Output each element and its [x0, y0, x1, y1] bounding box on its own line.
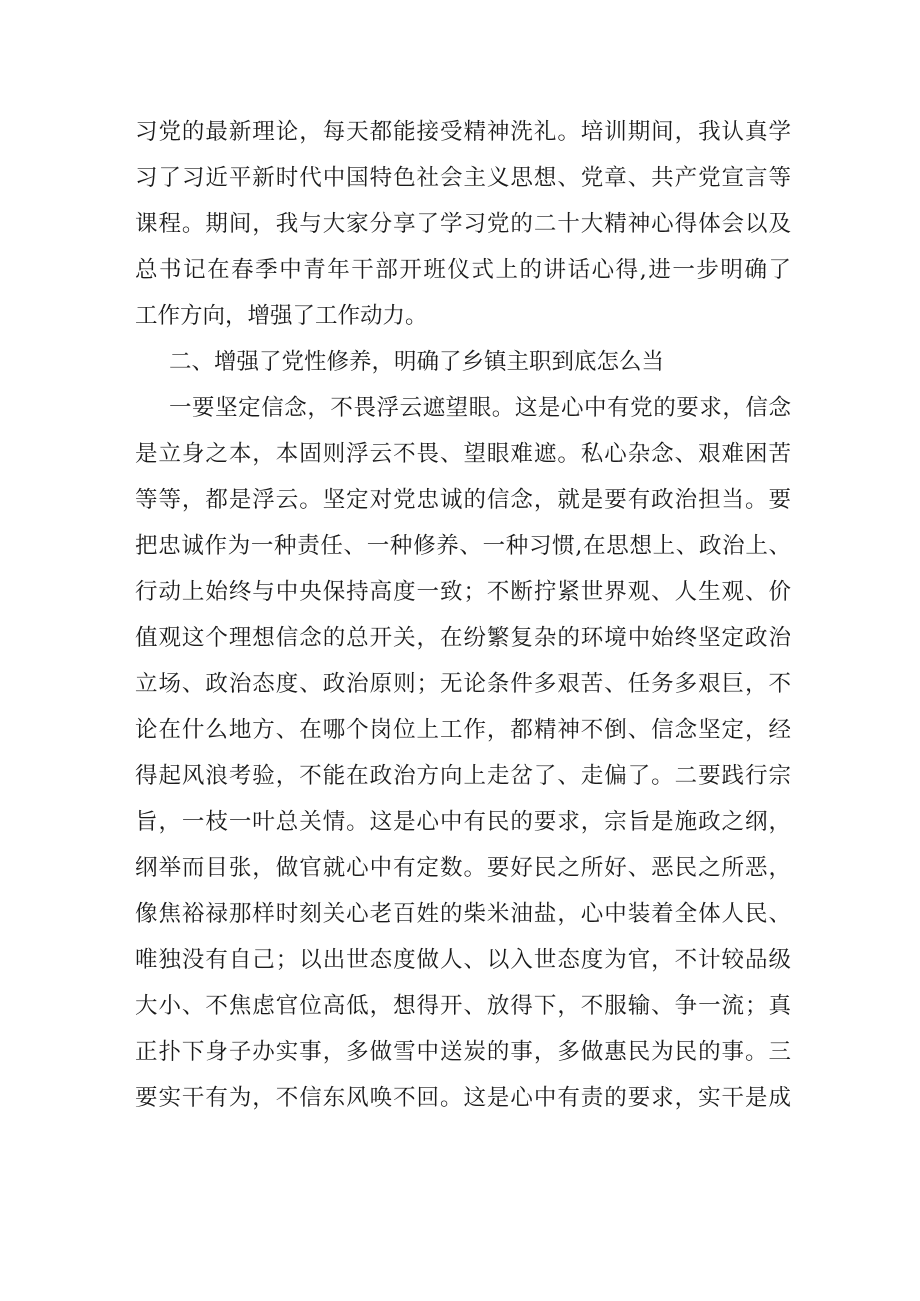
text-line: 一要坚定信念，不畏浮云遮望眼。这是心中有党的要求，信念 [169, 395, 791, 421]
body-text [135, 109, 791, 1121]
text-line: 习党的最新理论，每天都能接受精神洗礼。培训期间，我认真学 [135, 119, 791, 145]
section-heading: 二、增强了党性修养，明确了乡镇主职到底怎么当 [169, 349, 665, 375]
text-line: 等等，都是浮云。坚定对党忠诚的信念，就是要有政治担当。要 [135, 487, 791, 513]
text-line: 工作方向，增强了工作动力。 [135, 303, 428, 329]
text-line: 得起风浪考验，不能在政治方向上走岔了、走偏了。二要践行宗 [135, 763, 791, 789]
text-line: 论在什么地方、在哪个岗位上工作，都精神不倒、信念坚定，经 [135, 717, 791, 743]
text-line: 唯独没有自己；以出世态度做人、以入世态度为官，不计较品级 [135, 947, 791, 973]
text-line: 像焦裕禄那样时刻关心老百姓的柴米油盐，心中装着全体人民、 [135, 901, 791, 927]
text-line: 把忠诚作为一种责任、一种修养、一种习惯,在思想上、政治上、 [135, 533, 791, 559]
text-line: 旨，一枝一叶总关情。这是心中有民的要求，宗旨是施政之纲， [135, 809, 791, 835]
text-line: 正扑下身子办实事，多做雪中送炭的事，多做惠民为民的事。三 [135, 1039, 791, 1065]
text-line: 总书记在春季中青年干部开班仪式上的讲话心得,进一步明确了 [135, 257, 791, 283]
text-line: 习了习近平新时代中国特色社会主义思想、党章、共产党宣言等 [135, 165, 791, 191]
text-line: 课程。期间，我与大家分享了学习党的二十大精神心得体会以及 [135, 211, 791, 237]
text-line: 值观这个理想信念的总开关，在纷繁复杂的环境中始终坚定政治 [135, 625, 791, 651]
text-line: 行动上始终与中央保持高度一致；不断拧紧世界观、人生观、价 [135, 579, 791, 605]
text-line: 纲举而目张，做官就心中有定数。要好民之所好、恶民之所恶， [135, 855, 791, 881]
text-line: 是立身之本，本固则浮云不畏、望眼难遮。私心杂念、艰难困苦 [135, 441, 791, 467]
text-line: 大小、不焦虑官位高低，想得开、放得下，不服输、争一流；真 [135, 993, 791, 1019]
text-line: 要实干有为，不信东风唤不回。这是心中有责的要求，实干是成 [135, 1085, 791, 1111]
text-line: 立场、政治态度、政治原则；无论条件多艰苦、任务多艰巨，不 [135, 671, 791, 697]
